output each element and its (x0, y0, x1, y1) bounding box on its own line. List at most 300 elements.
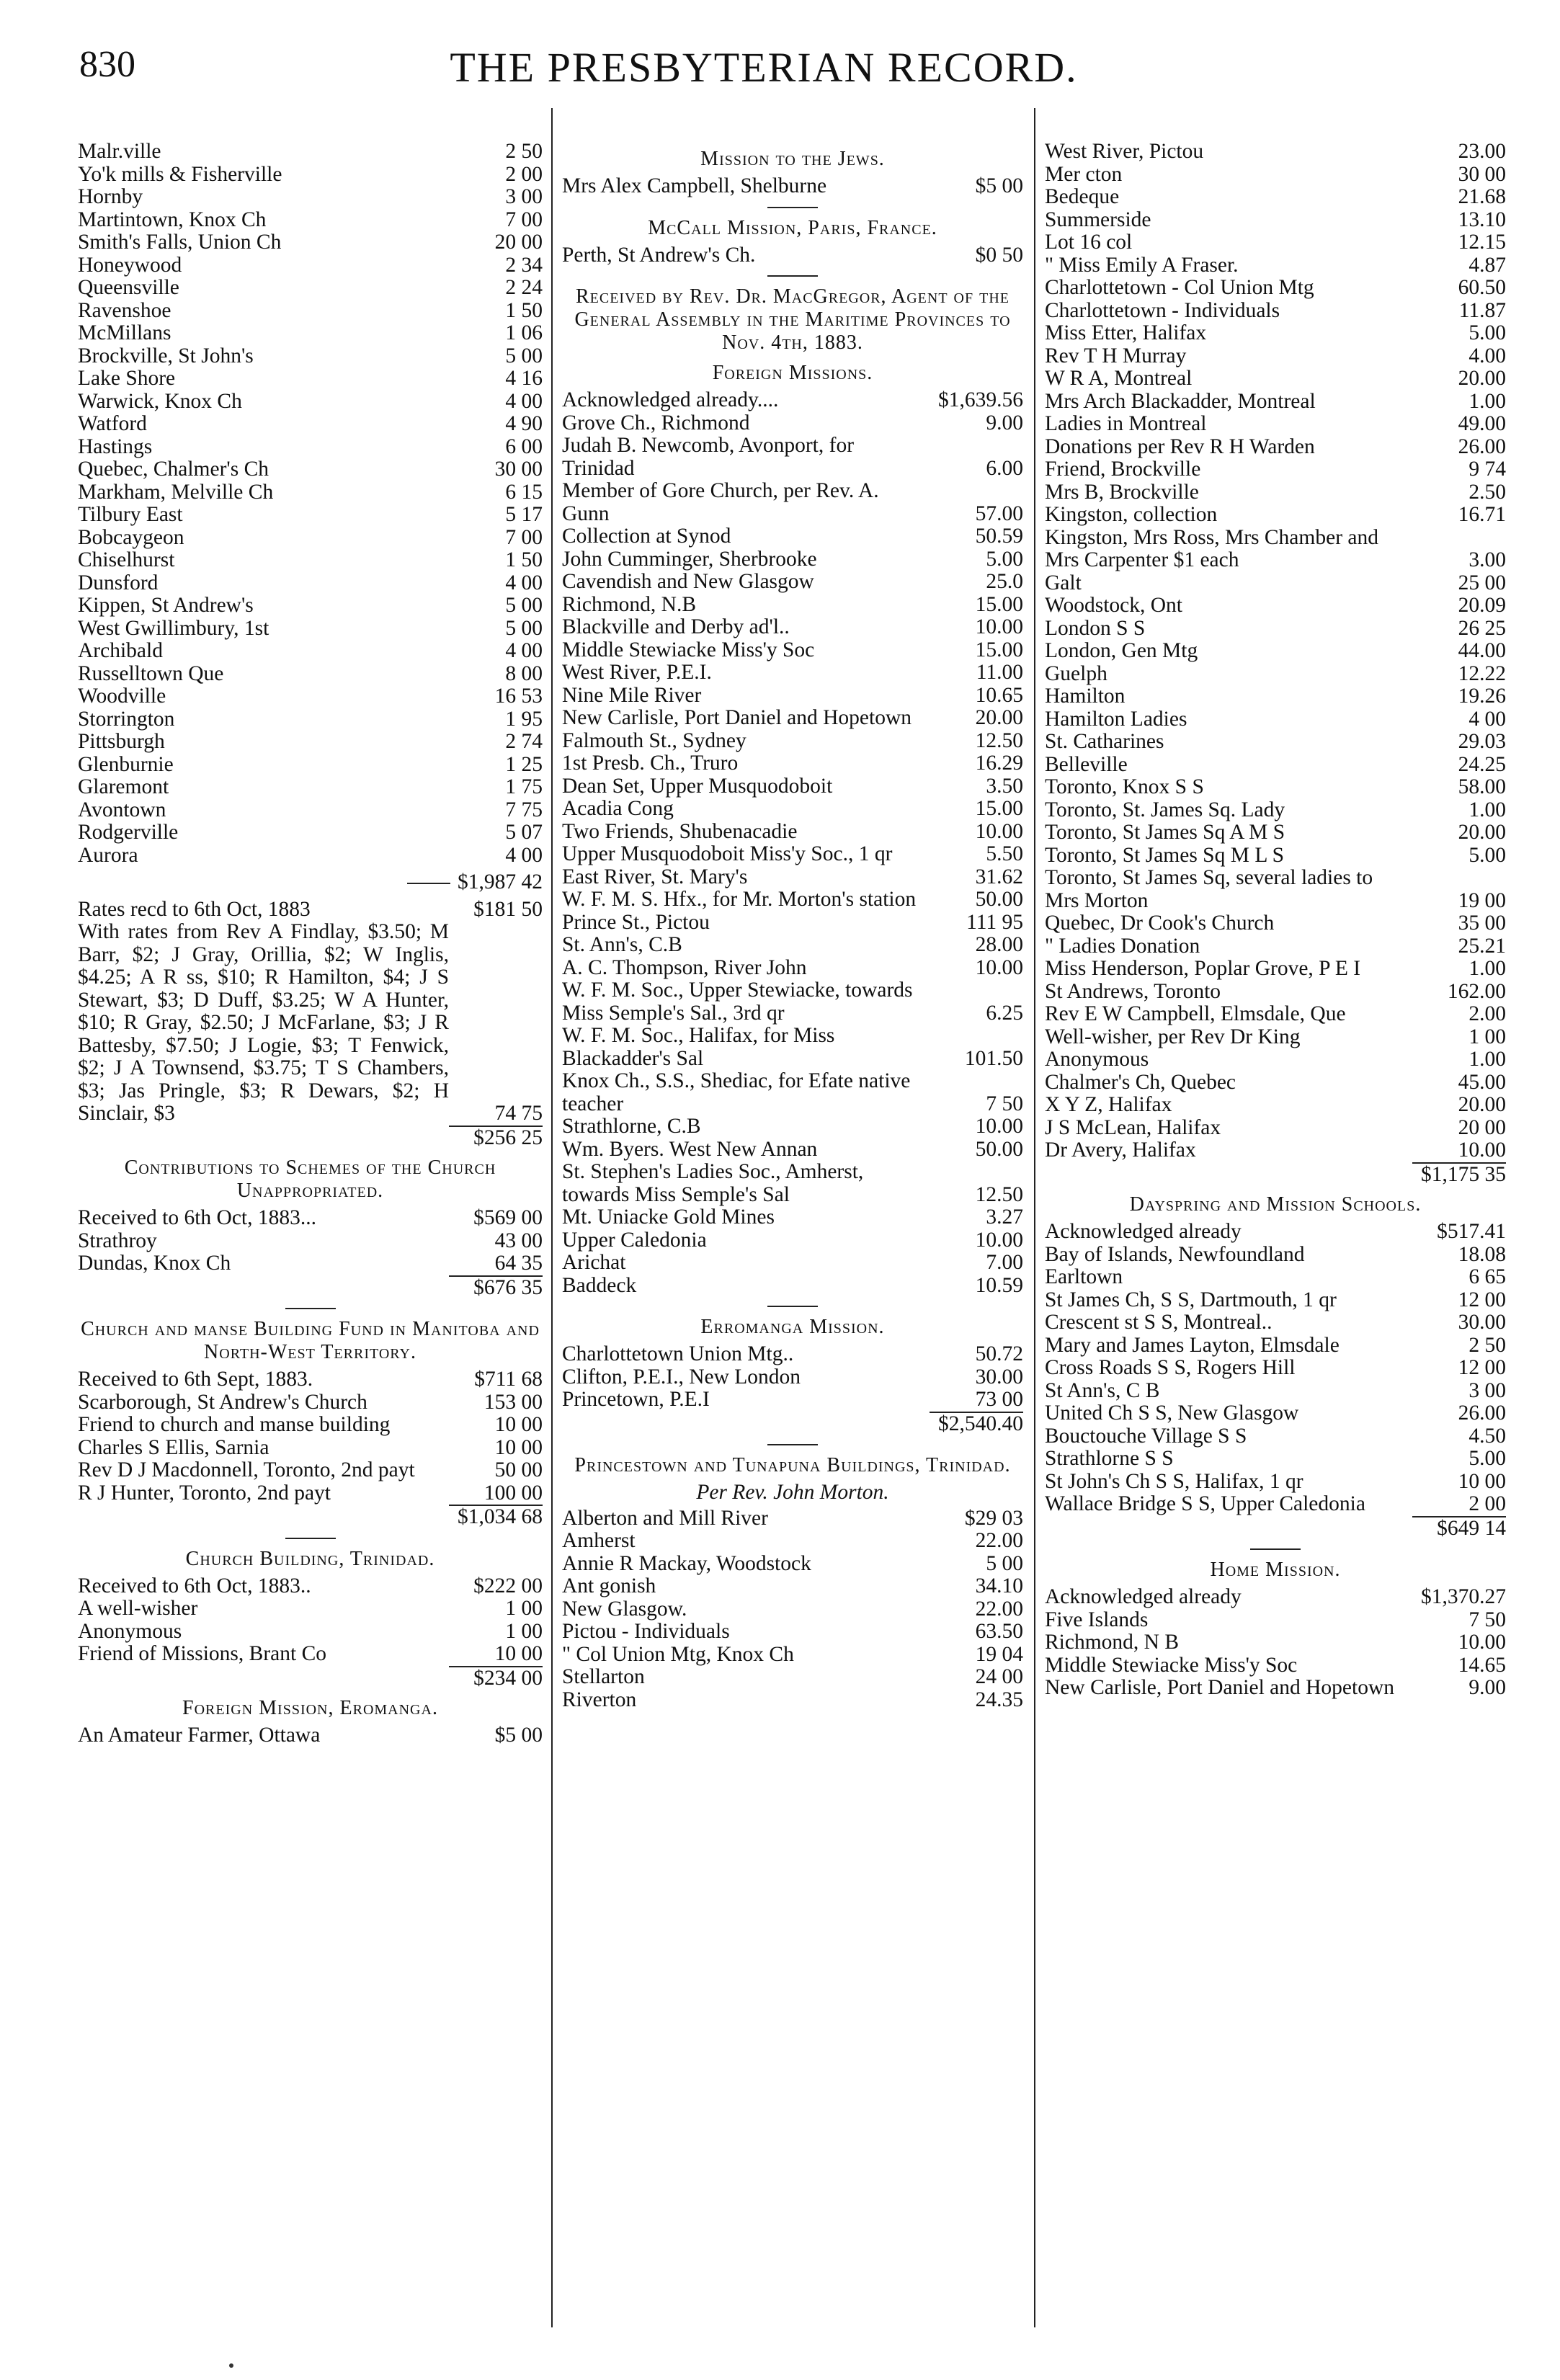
entry-label: Acknowledged already.... (562, 388, 779, 411)
entry-amount: 4 00 (505, 843, 543, 867)
list-item (1045, 1631, 1506, 1654)
entry-amount: 2 00 (505, 162, 543, 186)
list-item (78, 708, 543, 731)
entry-amount: 11.87 (1458, 298, 1506, 322)
entry-label: Dundas, Knox Ch (78, 1252, 231, 1275)
entry-label: Middle Stewiacke Miss'y Soc (1045, 1653, 1298, 1677)
entry-label: Lake Shore (78, 367, 176, 390)
entry-label: Nine Mile River (562, 683, 702, 707)
list-item (562, 1689, 1023, 1712)
column-divider (1034, 108, 1035, 2327)
list-item (562, 1229, 1023, 1252)
entry-label: Pittsburgh (78, 730, 165, 753)
list-item (562, 1389, 1023, 1412)
ink-dot (229, 2363, 233, 2368)
list-item (78, 799, 543, 822)
entry-amount: 22.00 (975, 1597, 1023, 1621)
entry-label: Annie R Mackay, Woodstock (562, 1551, 811, 1575)
contributions-list (78, 141, 543, 867)
entry-amount: 1 06 (505, 321, 543, 344)
entry-amount: 21.68 (1458, 185, 1506, 208)
list-item (562, 821, 1023, 844)
entry-label: Acadia Cong (562, 797, 674, 820)
column-divider (551, 108, 553, 2327)
entry-label: St James Ch, S S, Dartmouth, 1 qr (1045, 1288, 1337, 1311)
entry-amount: 100 00 (483, 1481, 543, 1505)
page-number: 830 (79, 44, 135, 85)
manse-total: $1,034 68 (449, 1505, 543, 1529)
entry-label: John Cumminger, Sherbrooke (562, 547, 817, 571)
list-item (562, 1530, 1023, 1553)
entry-label: Honeywood (78, 253, 182, 277)
list-item (78, 821, 543, 844)
entry-label: West Gwillimbury, 1st (78, 616, 269, 640)
entry-label: Arichat (562, 1251, 626, 1274)
entry-amount: $517.41 (1437, 1220, 1506, 1243)
entry-label: Belleville (1045, 752, 1128, 776)
list-item (78, 322, 543, 345)
list-item (562, 1115, 1023, 1138)
list-item (1045, 640, 1506, 663)
entry-amount: 14.65 (1458, 1653, 1506, 1677)
entry-amount: 3.27 (986, 1205, 1023, 1229)
entry-amount: 12 00 (1458, 1288, 1506, 1311)
divider (767, 1306, 818, 1307)
list-item (1045, 935, 1506, 958)
entry-amount: 30 00 (1458, 162, 1506, 186)
list-item (1045, 481, 1506, 504)
list-item (1045, 867, 1506, 912)
entry-label: Wm. Byers. West New Annan (562, 1137, 818, 1161)
list-item (562, 571, 1023, 594)
list-item (562, 1598, 1023, 1621)
list-item (78, 549, 543, 572)
list-item (562, 1553, 1023, 1576)
list-item (1045, 277, 1506, 300)
entry-amount: 6.25 (986, 1001, 1023, 1025)
entry-label: Bobcaygeon (78, 525, 184, 549)
entry-amount: 5 00 (505, 594, 543, 617)
entry-amount: 45.00 (1458, 1070, 1506, 1094)
entry-amount: 30 00 (494, 458, 543, 481)
list-item (1045, 231, 1506, 254)
list-item (562, 1644, 1023, 1667)
entry-label: Strathroy (78, 1229, 157, 1252)
entry-label: Toronto, St. James Sq. Lady (1045, 798, 1285, 821)
entry-label: St. Ann's, C.B (562, 933, 682, 956)
entry-amount: 22.00 (975, 1529, 1023, 1552)
dayspring-total: $649 14 (1412, 1516, 1506, 1541)
entry-amount: $181 50 (473, 897, 543, 921)
divider (767, 1444, 818, 1445)
list-item (1045, 1493, 1506, 1516)
entry-label: Woodstock, Ont (1045, 594, 1183, 617)
entry-label: 1st Presb. Ch., Truro (562, 752, 739, 775)
list-item (1045, 1677, 1506, 1700)
entry-amount: 9.00 (986, 411, 1023, 434)
list-item (78, 1230, 543, 1253)
list-item (78, 436, 543, 459)
entry-amount: 5.00 (1468, 843, 1506, 867)
entry-amount: 50.59 (975, 525, 1023, 548)
entry-amount: $5 00 (494, 1724, 543, 1747)
list-item (78, 572, 543, 595)
entry-label: United Ch S S, New Glasgow (1045, 1401, 1299, 1425)
entry-amount: $222 00 (473, 1574, 543, 1597)
entry-label: London S S (1045, 616, 1146, 640)
entry-label: Avontown (78, 798, 166, 821)
entry-amount: 1.00 (1468, 389, 1506, 413)
entry-amount: 1.00 (1468, 957, 1506, 980)
entry-label: Yo'k mills & Fisherville (78, 162, 282, 186)
list-item (1045, 1289, 1506, 1312)
entry-label: Russelltown Que (78, 661, 224, 685)
list-item (1045, 504, 1506, 527)
entry-amount: 4 00 (505, 389, 543, 413)
entry-label: Bedeque (1045, 185, 1120, 208)
list-item (562, 979, 1023, 1025)
list-item (78, 594, 543, 618)
section-heading: Princestown and Tunapuna Buildings, Trinidad. (574, 1454, 1011, 1476)
entry-amount: 6.00 (986, 456, 1023, 480)
entry-label: Five Islands (1045, 1608, 1149, 1631)
list-item (78, 776, 543, 799)
entry-label: Smith's Falls, Union Ch (78, 231, 282, 254)
list-item (1045, 1117, 1506, 1140)
rates-text: With rates from Rev A Findlay, $3.50; M Barr, $2; J Gray, Orillia, $2; W Inglis, $4.25; A R ss, $10; R Hamilton, $4; J S Stewart, $3; D Duff, $3.25; W A Hunter, $10; R Gray, $2.50; J McFarlane, $3; J R Battesby, $7.50; J Logie, $3; T Fenwick, $2; J A Townsend, $3.75; T S Chambers, $3; Jas Pringle, $3; R Dewars, $2; H Sinclair, $3 (78, 920, 449, 1125)
list-item (562, 1275, 1023, 1298)
entry-label: Toronto, Knox S S (1045, 775, 1204, 798)
column-3 (1045, 141, 1506, 2324)
list-item (562, 1507, 1023, 1530)
entry-label: Rev E W Campbell, Elmsdale, Que (1045, 1002, 1346, 1025)
list-item (1045, 618, 1506, 641)
entry-amount: 35 00 (1458, 912, 1506, 935)
list-item (1045, 663, 1506, 686)
list-item (562, 1070, 1023, 1115)
entry-amount: 3.00 (1468, 548, 1506, 571)
entry-amount: 73 00 (975, 1388, 1023, 1411)
entry-amount: 60.50 (1458, 276, 1506, 299)
entry-amount: 19.26 (1458, 685, 1506, 708)
list-item (78, 1482, 543, 1505)
list-item (1045, 322, 1506, 345)
foreign-list (562, 389, 1023, 1297)
entry-label: Upper Musquodoboit Miss'y Soc., 1 qr (562, 842, 893, 865)
entry-label: Kingston, Mrs Ross, Mrs Chamber and Mrs Carpenter $1 each (1045, 525, 1378, 571)
entry-label: Cross Roads S S, Rogers Hill (1045, 1356, 1296, 1379)
entry-label: Charlottetown - Col Union Mtg (1045, 276, 1314, 299)
entry-amount: 2 50 (1468, 1333, 1506, 1357)
entry-amount: 23.00 (1458, 141, 1506, 163)
entry-label: Hornby (78, 185, 143, 208)
entry-label: West River, Pictou (1045, 141, 1204, 163)
list-item (78, 164, 543, 187)
entry-label: London, Gen Mtg (1045, 639, 1198, 662)
entry-label: Woodville (78, 685, 166, 708)
rates-entry (78, 899, 543, 922)
entry-label: East River, St. Mary's (562, 865, 748, 888)
list-item (1045, 844, 1506, 868)
entry-label: New Carlisle, Port Daniel and Hopetown (562, 706, 912, 729)
entry-label: Warwick, Knox Ch (78, 389, 242, 413)
entry-amount: 50.00 (975, 1137, 1023, 1161)
entry-label: Received to 6th Oct, 1883... (78, 1206, 316, 1229)
list-item (562, 548, 1023, 571)
entry-amount: 2 00 (1468, 1492, 1506, 1515)
list-item (1045, 1071, 1506, 1095)
entry-label: Charlottetown Union Mtg.. (562, 1342, 794, 1365)
entry-amount: $711 68 (474, 1368, 543, 1391)
list-item (1045, 1586, 1506, 1609)
list-item (78, 527, 543, 550)
entry-amount: 57.00 (975, 502, 1023, 525)
paris-list (562, 244, 1023, 267)
entry-label: Dr Avery, Halifax (1045, 1138, 1196, 1162)
list-item (78, 731, 543, 754)
entry-label: Cavendish and New Glasgow (562, 570, 814, 593)
section-heading: Foreign Missions. (712, 362, 873, 384)
entry-label: Rodgerville (78, 821, 179, 844)
entry-label: Archibald (78, 639, 163, 662)
entry-amount: 2 34 (505, 253, 543, 277)
list-item (78, 1368, 543, 1391)
entry-amount: 1 75 (505, 775, 543, 798)
list-item (78, 1207, 543, 1230)
list-item (78, 300, 543, 323)
list-item (562, 175, 1023, 198)
entry-amount: 4.50 (1468, 1424, 1506, 1448)
entry-amount: 5.50 (986, 842, 1023, 865)
entry-amount: 26.00 (1458, 1401, 1506, 1425)
list-item (1045, 367, 1506, 391)
entry-amount: 16.71 (1458, 503, 1506, 526)
entry-amount: 24 00 (975, 1665, 1023, 1688)
entry-amount: 16.29 (975, 752, 1023, 775)
list-item (78, 186, 543, 209)
list-item (78, 481, 543, 504)
entry-label: " Miss Emily A Fraser. (1045, 253, 1239, 277)
entry-amount: 26 25 (1458, 616, 1506, 640)
list-item (1045, 164, 1506, 187)
entry-amount: 20.00 (1458, 821, 1506, 844)
entry-amount: 10 00 (1458, 1469, 1506, 1493)
entry-label: Mary and James Layton, Elmsdale (1045, 1333, 1340, 1357)
entry-amount: 30.00 (975, 1365, 1023, 1389)
list-item (1045, 799, 1506, 822)
list-item (562, 389, 1023, 412)
entry-amount: 10 00 (494, 1413, 543, 1436)
list-item (1045, 1609, 1506, 1632)
entry-label: Queensville (78, 276, 179, 299)
list-item (1045, 186, 1506, 209)
list-item (1045, 1402, 1506, 1425)
entry-label: Guelph (1045, 661, 1107, 685)
entry-amount: 20.00 (975, 706, 1023, 729)
entry-label: " Ladies Donation (1045, 934, 1200, 958)
entry-amount: 3 00 (505, 185, 543, 208)
entry-label: Kingston, collection (1045, 503, 1218, 526)
trinidad-total: $234 00 (449, 1666, 543, 1690)
entry-amount: 162.00 (1447, 979, 1506, 1003)
entry-amount: 3 00 (1468, 1378, 1506, 1402)
erromanga-list (562, 1343, 1023, 1412)
entry-amount: 4.87 (1468, 253, 1506, 277)
section-heading: McCall Mission, Paris, France. (648, 216, 937, 239)
entry-label: St Andrews, Toronto (1045, 979, 1221, 1003)
entry-label: Acknowledged already (1045, 1220, 1242, 1243)
entry-label: Watford (78, 412, 147, 435)
list-item (1045, 458, 1506, 481)
entry-amount: 5 00 (505, 344, 543, 367)
list-item (562, 957, 1023, 980)
section-heading: Mission to the Jews. (700, 148, 885, 170)
entry-amount: 19 00 (1458, 888, 1506, 912)
entry-amount: 20.00 (1458, 1093, 1506, 1116)
list-item (562, 752, 1023, 775)
section-heading: Church and manse Building Fund in Manitoba and North-West Territory. (81, 1318, 540, 1363)
entry-label: Ant gonish (562, 1574, 656, 1597)
section-heading: Contributions to Schemes of the Church Unappropriated. (124, 1156, 496, 1202)
entry-amount: 5.00 (986, 547, 1023, 571)
list-item (1045, 708, 1506, 731)
list-total: $1,175 35 (1412, 1162, 1506, 1187)
entry-amount: 7 50 (1468, 1608, 1506, 1631)
list-item (78, 1459, 543, 1482)
list-item (1045, 1471, 1506, 1494)
entry-amount: 6 15 (505, 480, 543, 504)
entry-label: Mer cton (1045, 162, 1123, 186)
entry-amount: $569 00 (473, 1206, 543, 1229)
list-item (78, 141, 543, 164)
list-item (78, 1437, 543, 1460)
list-item (78, 1643, 543, 1666)
entry-label: Glenburnie (78, 752, 174, 776)
list-item (1045, 685, 1506, 708)
list-item (562, 934, 1023, 957)
list-item (1045, 776, 1506, 799)
entry-label: Blackville and Derby ad'l.. (562, 615, 790, 638)
entry-label: Toronto, St James Sq, several ladies to Mrs Morton (1045, 866, 1373, 912)
entry-amount: 2 74 (505, 730, 543, 753)
entry-amount: 5.00 (1468, 1447, 1506, 1470)
list-item (1045, 594, 1506, 618)
entry-amount: 63.50 (975, 1620, 1023, 1643)
entry-amount: 10.59 (975, 1273, 1023, 1297)
list-item (562, 1366, 1023, 1389)
entry-amount: 4 00 (1468, 707, 1506, 731)
section-heading: Home Mission. (1210, 1559, 1341, 1581)
list-item (78, 413, 543, 436)
list-item (1045, 209, 1506, 232)
entry-label: Bouctouche Village S S (1045, 1424, 1247, 1448)
list-item (78, 345, 543, 368)
list-item (562, 1343, 1023, 1366)
list-item (1045, 1357, 1506, 1380)
list-item (1045, 1311, 1506, 1334)
entry-label: Rates recd to 6th Oct, 1883 (78, 897, 311, 921)
list-item (1045, 1654, 1506, 1677)
entry-label: McMillans (78, 321, 171, 344)
entry-amount: 2 50 (505, 141, 543, 163)
entry-amount: $1,370.27 (1421, 1585, 1506, 1608)
entry-amount: 15.00 (975, 592, 1023, 616)
list-item (1045, 981, 1506, 1004)
list-item (78, 254, 543, 277)
entry-amount: 10.00 (975, 819, 1023, 843)
list-item (1045, 912, 1506, 935)
entry-amount: 50 00 (494, 1458, 543, 1481)
entry-amount: 15.00 (975, 797, 1023, 820)
list-item (1045, 1003, 1506, 1026)
entry-amount: 7.00 (986, 1251, 1023, 1274)
list-item (1045, 754, 1506, 777)
page-header (79, 36, 1448, 101)
entry-amount: 12.50 (975, 728, 1023, 752)
entry-label: Pictou - Individuals (562, 1620, 730, 1643)
entry-amount: 7 50 (986, 1092, 1023, 1115)
entry-label: Friend to church and manse building (78, 1413, 391, 1436)
list-item (1045, 1244, 1506, 1267)
list-item (1045, 1139, 1506, 1162)
entry-label: Chiselhurst (78, 548, 175, 571)
entry-amount: 1 00 (505, 1597, 543, 1620)
entry-label: Chalmer's Ch, Quebec (1045, 1070, 1236, 1094)
list-item (562, 434, 1023, 480)
divider (767, 275, 818, 277)
entry-amount: 2.50 (1468, 480, 1506, 504)
entry-amount: 6 65 (1468, 1265, 1506, 1288)
entry-label: Hastings (78, 434, 153, 458)
entry-amount: 20.09 (1458, 594, 1506, 617)
home-list (1045, 1586, 1506, 1700)
list-item (562, 1666, 1023, 1689)
entry-amount: 1 00 (1468, 1025, 1506, 1048)
list-item (78, 458, 543, 481)
entry-label: St John's Ch S S, Halifax, 1 qr (1045, 1469, 1303, 1493)
entry-amount: 20 00 (494, 231, 543, 254)
entry-amount: 5 00 (505, 616, 543, 640)
entry-amount: 15.00 (975, 638, 1023, 661)
entry-label: Friend, Brockville (1045, 458, 1201, 481)
entry-label: Mt. Uniacke Gold Mines (562, 1205, 775, 1229)
entry-amount: 4 00 (505, 639, 543, 662)
entry-label: An Amateur Farmer, Ottawa (78, 1724, 321, 1747)
list-item (78, 1597, 543, 1621)
entry-label: Richmond, N.B (562, 592, 697, 616)
list-item (1045, 254, 1506, 277)
divider (767, 207, 818, 208)
entry-label: Martintown, Knox Ch (78, 208, 267, 231)
entry-label: Earltown (1045, 1265, 1123, 1288)
entry-label: St. Catharines (1045, 730, 1164, 753)
list-item (562, 525, 1023, 548)
entry-label: New Carlisle, Port Daniel and Hopetown (1045, 1676, 1395, 1699)
list-item (1045, 1448, 1506, 1471)
entry-amount: 28.00 (975, 933, 1023, 956)
list-item (562, 1161, 1023, 1206)
list-item (78, 685, 543, 708)
list-item (1045, 1221, 1506, 1244)
entry-amount: 10.65 (975, 683, 1023, 707)
entry-label: Donations per Rev R H Warden (1045, 434, 1315, 458)
entry-label: Dean Set, Upper Musquodoboit (562, 774, 833, 798)
entry-amount: 2 24 (505, 276, 543, 299)
entry-amount: 7 00 (505, 525, 543, 549)
list-item (562, 707, 1023, 730)
entry-amount: 26.00 (1458, 434, 1506, 458)
entry-amount: 6 00 (505, 434, 543, 458)
